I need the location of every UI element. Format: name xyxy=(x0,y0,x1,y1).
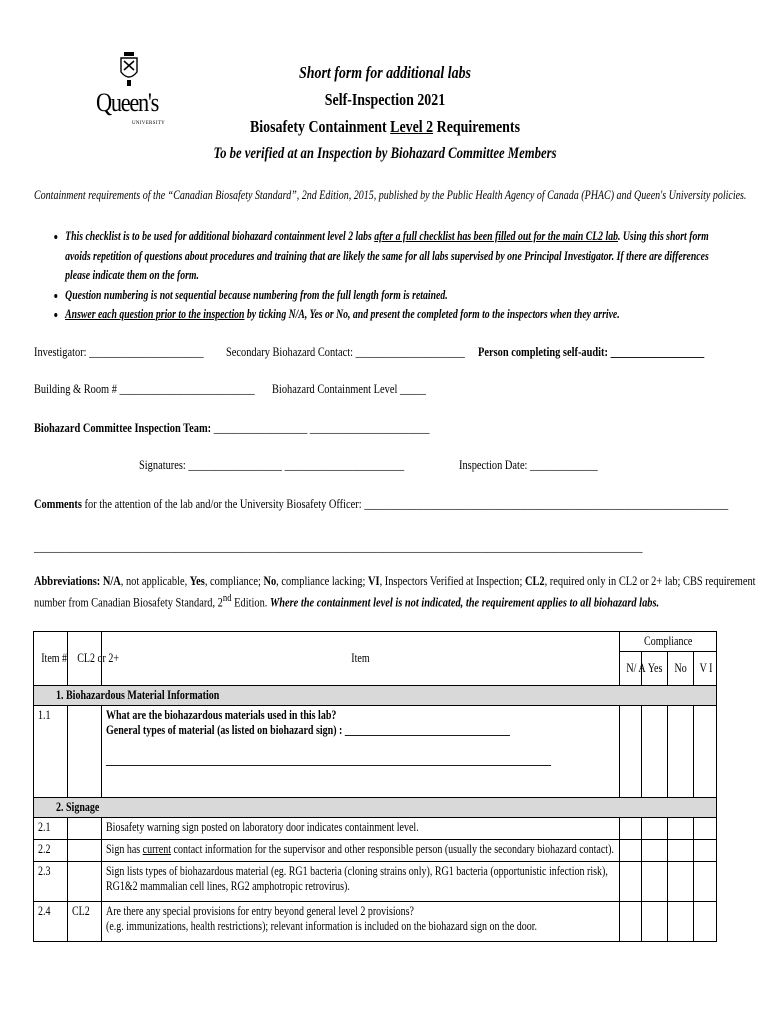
abbreviations-line-1: Abbreviations: N/A, not applicable, Yes, compliance; No, compliance lacking; VI, Inspectors Verified at Inspection; CL2, required only in CL2 or 2+ lab; CBS requirement xyxy=(34,573,756,588)
row-cl2 xyxy=(68,706,102,798)
yes-checkbox[interactable] xyxy=(642,706,668,798)
checklist-table xyxy=(33,631,717,942)
instructions-list xyxy=(48,227,734,325)
comments-line[interactable]: _____________________________________________________________________________________________________________________ xyxy=(34,539,643,554)
secondary-contact-field[interactable]: Secondary Biohazard Contact: _____________________ xyxy=(226,344,465,359)
row-item-text: What are the biohazardous materials used in this lab? General types of material (as listed on biohazard sign) : _________________________________ _________________________________________________________________________________________ xyxy=(102,706,620,798)
row-number: 2.3 xyxy=(34,862,68,902)
vi-checkbox[interactable] xyxy=(694,706,717,798)
abbreviations-line-2: number from Canadian Biosafety Standard, 2nd Edition. Where the containment level is not indicated, the requirement applies to all biohazard labs. xyxy=(34,592,660,610)
header-compliance: Compliance xyxy=(620,632,717,652)
checklist-table-wrap xyxy=(33,631,716,942)
row-item-text: Are there any special provisions for entry beyond general level 2 provisions? (e.g. immunizations, health restrictions); relevant information is included on the biohazard sign on the door. xyxy=(102,902,620,942)
investigator-field[interactable]: Investigator: ______________________ xyxy=(34,344,204,359)
comments-field[interactable]: Comments for the attention of the lab and/or the University Biosafety Officer: ______________________________________________________________________ xyxy=(34,496,729,511)
signatures-field[interactable]: Signatures: __________________ _______________________ xyxy=(139,457,405,472)
row-cl2 xyxy=(68,818,102,840)
row-number: 1.1 xyxy=(34,706,68,798)
header-yes: Yes xyxy=(642,652,668,686)
header-no: No xyxy=(668,652,694,686)
yes-checkbox[interactable] xyxy=(642,840,668,862)
no-checkbox[interactable] xyxy=(668,840,694,862)
vi-checkbox[interactable] xyxy=(694,862,717,902)
header-item: Item xyxy=(102,632,620,686)
section-biohazardous-material: 1. Biohazardous Material Information xyxy=(34,686,717,706)
instruction-item: • Question numbering is not sequential because numbering from the full length form is retained. xyxy=(65,286,734,306)
title-self-inspection: Self-Inspection 2021 xyxy=(324,90,446,109)
containment-level-field[interactable]: Biohazard Containment Level _____ xyxy=(272,381,426,396)
self-audit-person-field[interactable]: Person completing self-audit: __________________ xyxy=(478,344,705,359)
title-requirements: Biosafety Containment Level 2 Requirements xyxy=(249,117,521,136)
building-room-field[interactable]: Building & Room # __________________________ xyxy=(34,381,255,396)
section-signage: 2. Signage xyxy=(34,798,717,818)
yes-checkbox[interactable] xyxy=(642,902,668,942)
row-item-text: Sign lists types of biohazardous material (eg. RG1 bacteria (cloning strains only), RG1 bacteria (opportunistic infection risk), RG1&2 mammalian cell lines, RG2 amphotropic retrovirus). xyxy=(102,862,620,902)
vi-checkbox[interactable] xyxy=(694,840,717,862)
no-checkbox[interactable] xyxy=(668,706,694,798)
row-cl2 xyxy=(68,840,102,862)
title-short-form: Short form for additional labs xyxy=(299,63,471,82)
yes-checkbox[interactable] xyxy=(642,818,668,840)
header-cl2: CL2 or 2+ xyxy=(68,632,102,686)
na-checkbox[interactable] xyxy=(620,818,642,840)
logo-subtitle: UNIVERSITY xyxy=(132,121,165,126)
row-number: 2.4 xyxy=(34,902,68,942)
row-item-text: Sign has current contact information for the supervisor and other responsible person (usually the secondary biohazard contact). xyxy=(102,840,620,862)
vi-checkbox[interactable] xyxy=(694,902,717,942)
header-vi: V I xyxy=(694,652,717,686)
yes-checkbox[interactable] xyxy=(642,862,668,902)
inspection-team-field[interactable]: Biohazard Committee Inspection Team: __________________ _______________________ xyxy=(34,420,430,435)
no-checkbox[interactable] xyxy=(668,862,694,902)
row-item-text: Biosafety warning sign posted on laboratory door indicates containment level. xyxy=(102,818,620,840)
row-number: 2.2 xyxy=(34,840,68,862)
inspection-date-field[interactable]: Inspection Date: _____________ xyxy=(459,457,598,472)
header-na: N/ A xyxy=(620,652,642,686)
title-verification: To be verified at an Inspection by Biohazard Committee Members xyxy=(213,145,557,162)
instruction-item: • Answer each question prior to the inspection by ticking N/A, Yes or No, and present the completed form to the inspectors when they arrive. xyxy=(65,305,734,325)
header-item-number: Item # xyxy=(34,632,68,686)
row-cl2: CL2 xyxy=(68,902,102,942)
row-number: 2.1 xyxy=(34,818,68,840)
containment-note: Containment requirements of the “Canadian Biosafety Standard”, 2nd Edition, 2015, published by the Public Health Agency of Canada (PHAC) and Queen's University policies. xyxy=(34,188,747,202)
row-cl2 xyxy=(68,862,102,902)
no-checkbox[interactable] xyxy=(668,902,694,942)
na-checkbox[interactable] xyxy=(620,706,642,798)
instruction-item: • This checklist is to be used for additional biohazard containment level 2 labs after a full checklist has been filled out for the main CL2 lab. Using this short form avoids repetition of questions about procedures and training that are likely the same for all labs supervised by one Principal Investigator. If there are differences please indicate them on the form. xyxy=(65,227,734,286)
logo-wordmark: Queen's xyxy=(96,88,159,117)
vi-checkbox[interactable] xyxy=(694,818,717,840)
no-checkbox[interactable] xyxy=(668,818,694,840)
